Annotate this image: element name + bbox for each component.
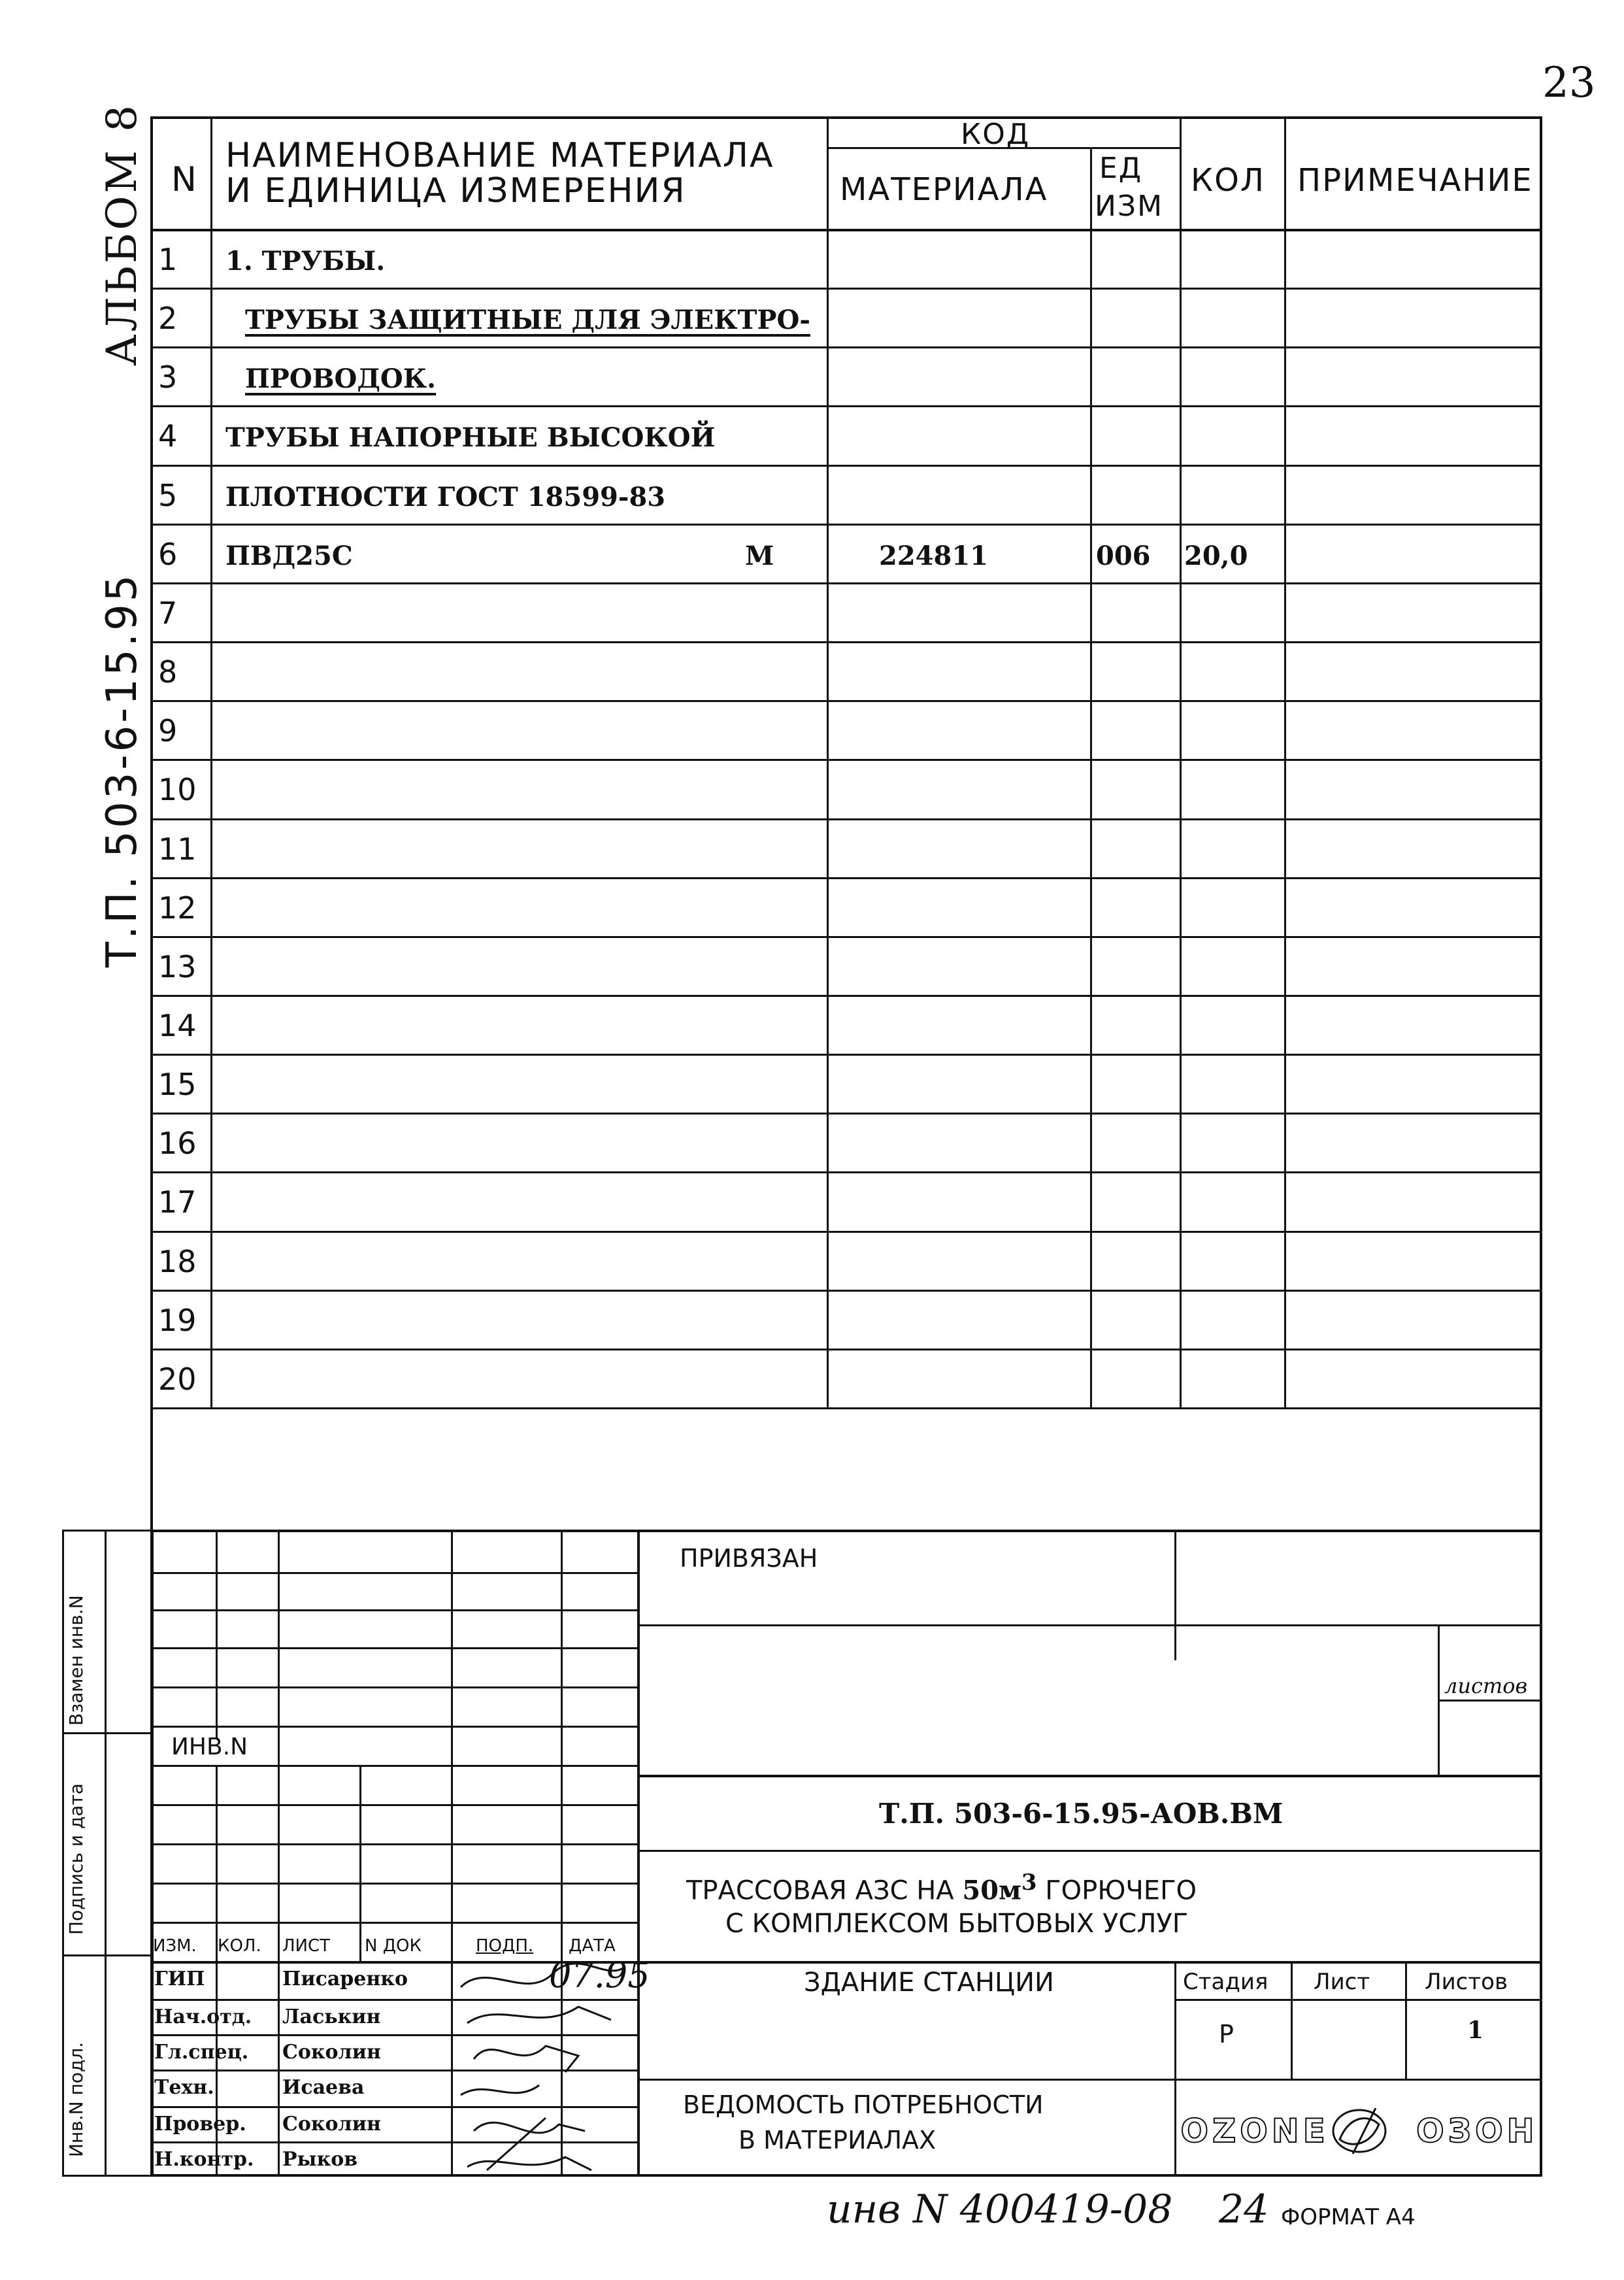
- company-name: OZONE ОЗОН: [1180, 2112, 1538, 2150]
- podpis-label: Подпись и дата: [65, 1783, 87, 1935]
- staff-name: Соколин: [282, 2113, 381, 2136]
- col-data: ДАТА: [569, 1936, 616, 1956]
- table-row: [150, 1231, 1542, 1290]
- table-row: [150, 1113, 1542, 1171]
- row-number: 18: [158, 1244, 197, 1279]
- col-izm: ИЗМ.: [153, 1936, 197, 1956]
- header-n: N: [171, 160, 198, 199]
- table-row: [150, 346, 1542, 405]
- doc-title-1: ВЕДОМОСТЬ ПОТРЕБНОСТИ: [683, 2090, 1044, 2119]
- header-izm: ИЗМ: [1095, 190, 1164, 223]
- table-row: [150, 465, 1542, 524]
- header-name-2: И ЕДИНИЦА ИЗМЕРЕНИЯ: [225, 171, 686, 210]
- table-row: [150, 936, 1542, 995]
- row-name: ПРОВОДОК.: [245, 363, 437, 394]
- building-name: ЗДАНИЕ СТАНЦИИ: [804, 1968, 1054, 1998]
- listov-value: 1: [1467, 2017, 1484, 2044]
- staff-name: Исаева: [282, 2076, 365, 2099]
- doc-title-2: В МАТЕРИАЛАХ: [738, 2126, 936, 2154]
- row-name: ПВД25С: [225, 541, 353, 571]
- row-name: ТРУБЫ НАПОРНЫЕ ВЫСОКОЙ: [225, 422, 716, 453]
- staff-role: Техн.: [154, 2076, 214, 2099]
- table-row: [150, 1171, 1542, 1230]
- col-list: ЛИСТ: [282, 1936, 331, 1956]
- staff-role: Нач.отд.: [154, 2005, 252, 2028]
- inv-n-label: ИНВ.N: [171, 1734, 248, 1760]
- row-name: ПЛОТНОСТИ ГОСТ 18599-83: [225, 482, 666, 512]
- row-number: 20: [158, 1362, 197, 1397]
- header-kol: КОЛ: [1191, 162, 1265, 199]
- staff-role: ГИП: [154, 1968, 205, 1990]
- row-number: 13: [158, 949, 197, 984]
- project-title-line1: [686, 1869, 1197, 1905]
- row-number: 8: [158, 654, 178, 690]
- inv-handwritten: инв N 400419-08: [827, 2187, 1173, 2232]
- row-number: 16: [158, 1126, 197, 1161]
- staff-role: Н.контр.: [154, 2148, 254, 2171]
- table-row: [150, 582, 1542, 641]
- staff-role: Провер.: [154, 2113, 246, 2136]
- format-label: ФОРМАТ А4: [1281, 2204, 1416, 2230]
- header-note: ПРИМЕЧАНИЕ: [1297, 162, 1533, 199]
- gip-date: 07.95: [549, 1954, 650, 1996]
- side-strip: [62, 1530, 154, 2177]
- row-number: 9: [158, 713, 178, 748]
- list-label: Лист: [1314, 1969, 1370, 1995]
- row-number: 4: [158, 418, 178, 454]
- company-logo: [1180, 2102, 1539, 2160]
- table-row: [150, 877, 1542, 936]
- project-side-label: Т.П. 503-6-15.95: [98, 572, 146, 967]
- col-podp: ПОДП.: [476, 1936, 534, 1956]
- inv-podl-label: Инв.N подл.: [65, 2041, 87, 2157]
- staff-name: Рыков: [282, 2148, 358, 2171]
- header-kod: КОД: [961, 118, 1031, 151]
- table-row: [150, 229, 1542, 288]
- row-ed: 006: [1096, 541, 1151, 571]
- row-number: 3: [158, 360, 178, 395]
- project-title-1sup: 3: [1021, 1869, 1037, 1896]
- vzamen-label: Взамен инв.N: [65, 1595, 87, 1726]
- row-number: 7: [158, 595, 178, 631]
- sheet-handwritten: 24: [1219, 2187, 1269, 2232]
- row-number: 6: [158, 537, 178, 572]
- project-title-line2: С КОМПЛЕКСОМ БЫТОВЫХ УСЛУГ: [725, 1909, 1189, 1939]
- table-row: [150, 524, 1542, 582]
- table-row: [150, 1054, 1542, 1113]
- row-number: 10: [158, 772, 197, 807]
- row-number: 1: [158, 242, 178, 277]
- table-row: [150, 1349, 1542, 1407]
- row-name: 1. ТРУБЫ.: [225, 246, 386, 277]
- listov-top: листов: [1444, 1673, 1528, 1698]
- table-row: [150, 759, 1542, 818]
- row-number: 11: [158, 831, 197, 867]
- listov-label: Листов: [1425, 1969, 1508, 1995]
- table-row: [150, 641, 1542, 700]
- staff-name: Писаренко: [282, 1968, 408, 1990]
- col-kol: КОЛ.: [218, 1936, 261, 1956]
- album-label: АЛЬБОМ 8: [98, 102, 146, 366]
- table-row: [150, 995, 1542, 1054]
- row-number: 15: [158, 1067, 197, 1102]
- row-unit: М: [745, 541, 774, 571]
- stadiya-value: Р: [1219, 2020, 1234, 2049]
- row-number: 17: [158, 1184, 197, 1220]
- doc-code: Т.П. 503-6-15.95-АОВ.ВМ: [879, 1798, 1284, 1830]
- table-row: [150, 405, 1542, 464]
- table-row: [150, 700, 1542, 759]
- project-title-1c: ГОРЮЧЕГО: [1036, 1875, 1197, 1906]
- row-number: 2: [158, 301, 178, 336]
- stadiya-label: Стадия: [1183, 1969, 1268, 1995]
- row-number: 5: [158, 478, 178, 513]
- table-row: [150, 288, 1542, 346]
- row-number: 12: [158, 890, 197, 926]
- staff-name: Соколин: [282, 2041, 381, 2064]
- col-ndok: N ДОК: [365, 1936, 422, 1956]
- row-number: 19: [158, 1303, 197, 1338]
- row-qty: 20,0: [1184, 541, 1248, 571]
- table-row: [150, 818, 1542, 877]
- staff-role: Гл.спец.: [154, 2041, 249, 2064]
- project-title-1b: 50м: [962, 1875, 1021, 1906]
- row-code: 224811: [879, 541, 988, 571]
- header-ed: ЕД: [1099, 152, 1143, 185]
- row-number: 14: [158, 1008, 197, 1043]
- project-title-1a: ТРАССОВАЯ АЗС НА: [686, 1875, 963, 1906]
- staff-name: Ласькин: [282, 2005, 381, 2028]
- page-number: 23: [1542, 59, 1596, 107]
- header-name-1: НАИМЕНОВАНИЕ МАТЕРИАЛА: [225, 136, 774, 175]
- header-material: МАТЕРИАЛА: [840, 171, 1048, 208]
- privyazan: ПРИВЯЗАН: [680, 1544, 818, 1573]
- row-name: ТРУБЫ ЗАЩИТНЫЕ ДЛЯ ЭЛЕКТРО-: [245, 305, 810, 335]
- table-row: [150, 1290, 1542, 1349]
